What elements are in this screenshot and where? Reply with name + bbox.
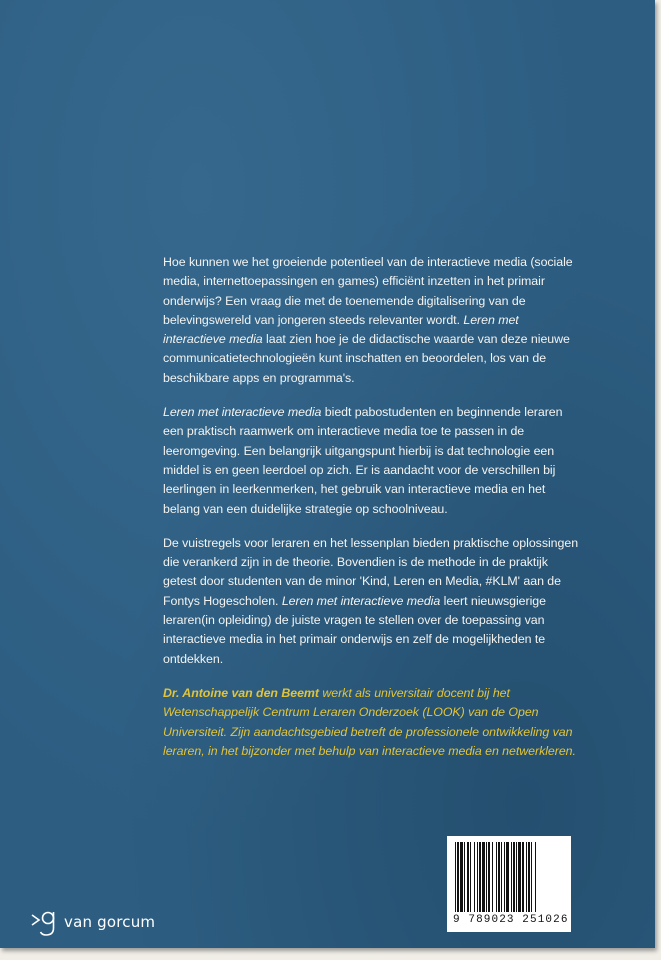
paragraph-2-part-2: biedt pabostudenten en beginnende leraren een praktisch raamwerk om interactieve media toe te passen in de leeromgeving. Een belangrijk uitgangspunt hierbij is dat technologie een middel is en geen leerdoel op zich. Er is aandacht voor de verschillen bij leerlingen in leerkenmerken, het gebruik van interactieve media en het belang van een duidelijke strategie op schoolniveau. — [163, 405, 563, 516]
author-name: Dr. Antoine van den Beemt — [163, 685, 319, 700]
paragraph-1-part-1: Hoe kunnen we het groeiende potentieel van de interactieve media (sociale media, internettoepassingen en games) efficiënt inzetten in het primair onderwijs? Een vraag die met de toenemende digitalisering van de belevingswereld van jongeren steeds relevanter wordt. — [163, 255, 573, 327]
paragraph-3-part-1: De vuistregels voor leraren en het lessenplan bieden praktische oplossingen die verankerd zijn in de theorie. Bovendien is de methode in de praktijk getest door studenten van de minor 'Kind, Leren en Media, #KLM' aan de Fontys Hogescholen. — [163, 535, 579, 608]
vg-logo-icon — [30, 906, 58, 938]
book-title-mention: Leren met interactieve media — [163, 405, 322, 420]
publisher-name: van gorcum — [64, 913, 156, 931]
paragraph-3-part-3: leert nieuwsgierige leraren(in opleiding) de juiste vragen te stellen over de toepassing van interactieve media in het primair onderwijs en zelf de mogelijkheden te ontdekken. — [163, 593, 546, 666]
paragraph-1 — [163, 253, 583, 388]
publisher-logo — [30, 906, 155, 938]
paragraph-3 — [163, 534, 583, 669]
author-bio — [163, 684, 583, 761]
barcode-bars — [455, 842, 563, 912]
author-bio-text: werkt als universitair docent bij het Wetenschappelijk Centrum Leraren Onderzoek (LOOK) van de Open Universiteit. Zijn aandachtsgebied betreft de professionele ontwikkeling van leraren, in het bijzonder met behulp van interactieve media en netwerkleren. — [163, 685, 576, 758]
paragraph-2 — [163, 403, 583, 519]
book-title-mention: Leren met interactieve media — [281, 593, 441, 608]
isbn-barcode — [447, 836, 571, 932]
blurb-text — [163, 253, 583, 776]
paragraph-1-part-3: laat zien hoe je de didactische waarde van deze nieuwe communicatietechnologieën kunt inschatten en beoordelen, los van de beschikbare apps en programma's. — [163, 332, 570, 385]
isbn-digits: 9 789023 251026 — [453, 914, 569, 926]
book-title-mention: Leren met interactieve media — [163, 312, 519, 347]
